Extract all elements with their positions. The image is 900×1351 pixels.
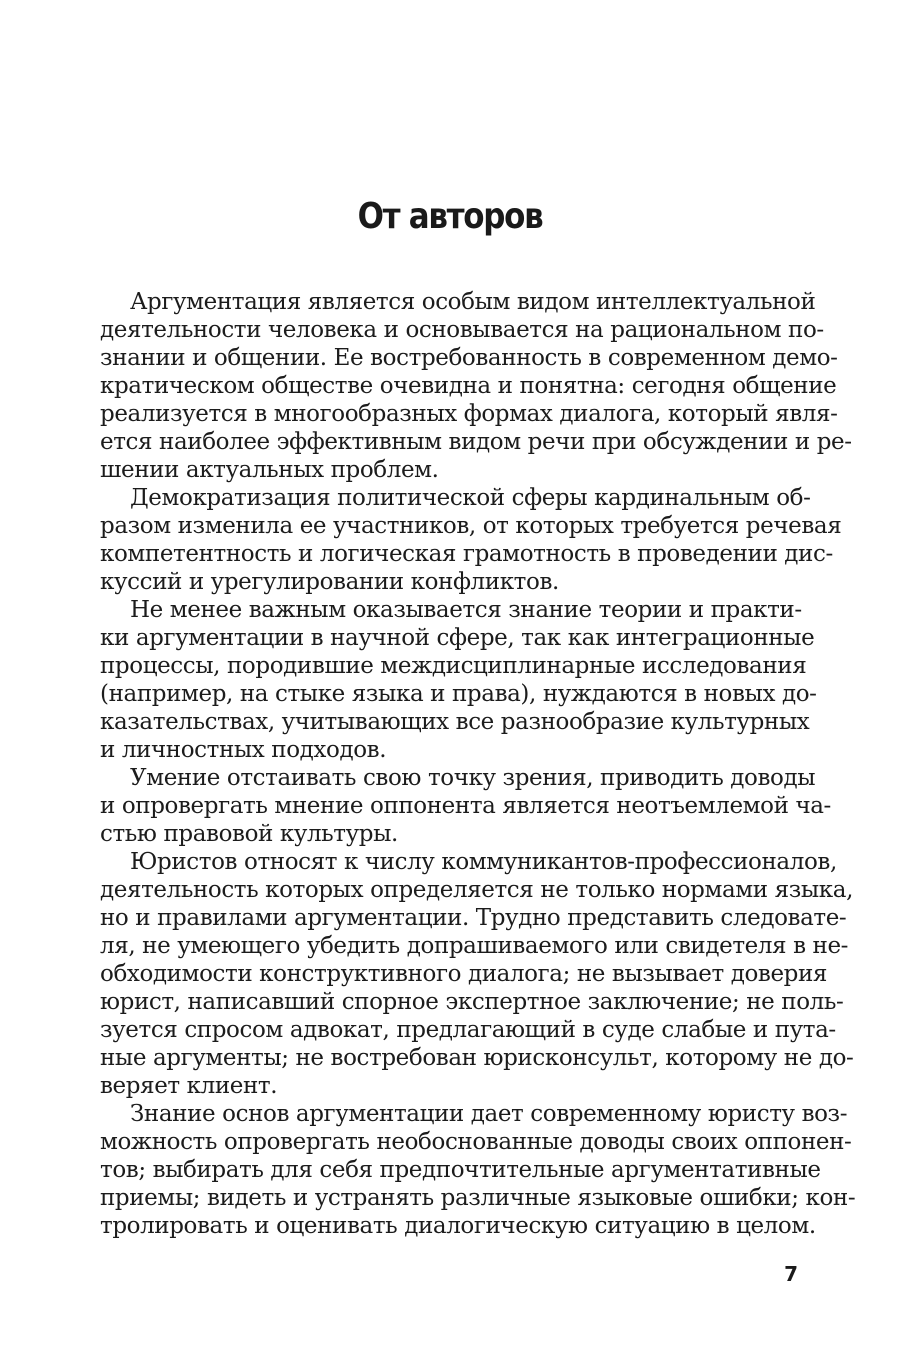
text-line: куссий и урегулировании конфликтов. — [100, 569, 559, 595]
page-number: 7 — [784, 1262, 798, 1286]
text-line: компетентность и логическая грамотность в проведении дис- — [100, 541, 833, 567]
text-line: стью правовой культуры. — [100, 821, 398, 847]
text-line: шении актуальных проблем. — [100, 457, 439, 483]
page-title: От авторов — [357, 196, 543, 237]
text-line: процессы, породившие междисциплинарные исследования — [100, 653, 807, 679]
text-line: разом изменила ее участников, от которых требуется речевая — [100, 513, 842, 539]
text-line: Знание основ аргументации дает современному юристу воз- — [130, 1101, 848, 1127]
text-line: знании и общении. Ее востребованность в современном демо- — [100, 345, 838, 371]
text-line: Юристов относят к числу коммуникантов-профессионалов, — [130, 849, 837, 875]
text-line: реализуется в многообразных формах диалога, который явля- — [100, 401, 838, 427]
body-text — [100, 288, 856, 1240]
text-line: деятельность которых определяется не только нормами языка, — [100, 877, 853, 903]
text-line: но и правилами аргументации. Трудно представить следовате- — [100, 905, 847, 931]
text-line: зуется спросом адвокат, предлагающий в суде слабые и пута- — [100, 1017, 836, 1043]
text-line: Аргументация является особым видом интеллектуальной — [130, 289, 816, 315]
text-line: Демократизация политической сферы кардинальным об- — [130, 485, 811, 511]
text-line: Умение отстаивать свою точку зрения, приводить доводы — [130, 765, 816, 791]
text-line: кратическом обществе очевидна и понятна: сегодня общение — [100, 373, 837, 399]
text-line: деятельности человека и основывается на рациональном по- — [100, 317, 824, 343]
text-line: веряет клиент. — [100, 1073, 278, 1099]
text-line: (например, на стыке языка и права), нуждаются в новых до- — [100, 681, 817, 707]
text-line: ется наиболее эффективным видом речи при обсуждении и ре- — [100, 429, 852, 455]
text-line: казательствах, учитывающих все разнообразие культурных — [100, 709, 810, 735]
text-line: тролировать и оценивать диалогическую ситуацию в целом. — [100, 1213, 816, 1239]
text-line: и личностных подходов. — [100, 737, 387, 763]
text-line: Не менее важным оказывается знание теории и практи- — [130, 597, 802, 623]
text-line: ные аргументы; не востребован юрисконсульт, которому не до- — [100, 1045, 854, 1071]
text-line: юрист, написавший спорное экспертное заключение; не поль- — [100, 989, 844, 1015]
text-line: ля, не умеющего убедить допрашиваемого или свидетеля в не- — [100, 933, 849, 959]
text-line: и опровергать мнение оппонента является неотъемлемой ча- — [100, 793, 831, 819]
text-line: можность опровергать необоснованные доводы своих оппонен- — [100, 1129, 852, 1155]
text-line: тов; выбирать для себя предпочтительные аргументативные — [100, 1157, 821, 1183]
text-line: ки аргументации в научной сфере, так как интеграционные — [100, 625, 815, 651]
text-line: обходимости конструктивного диалога; не вызывает доверия — [100, 961, 828, 987]
text-line: приемы; видеть и устранять различные языковые ошибки; кон- — [100, 1185, 856, 1211]
